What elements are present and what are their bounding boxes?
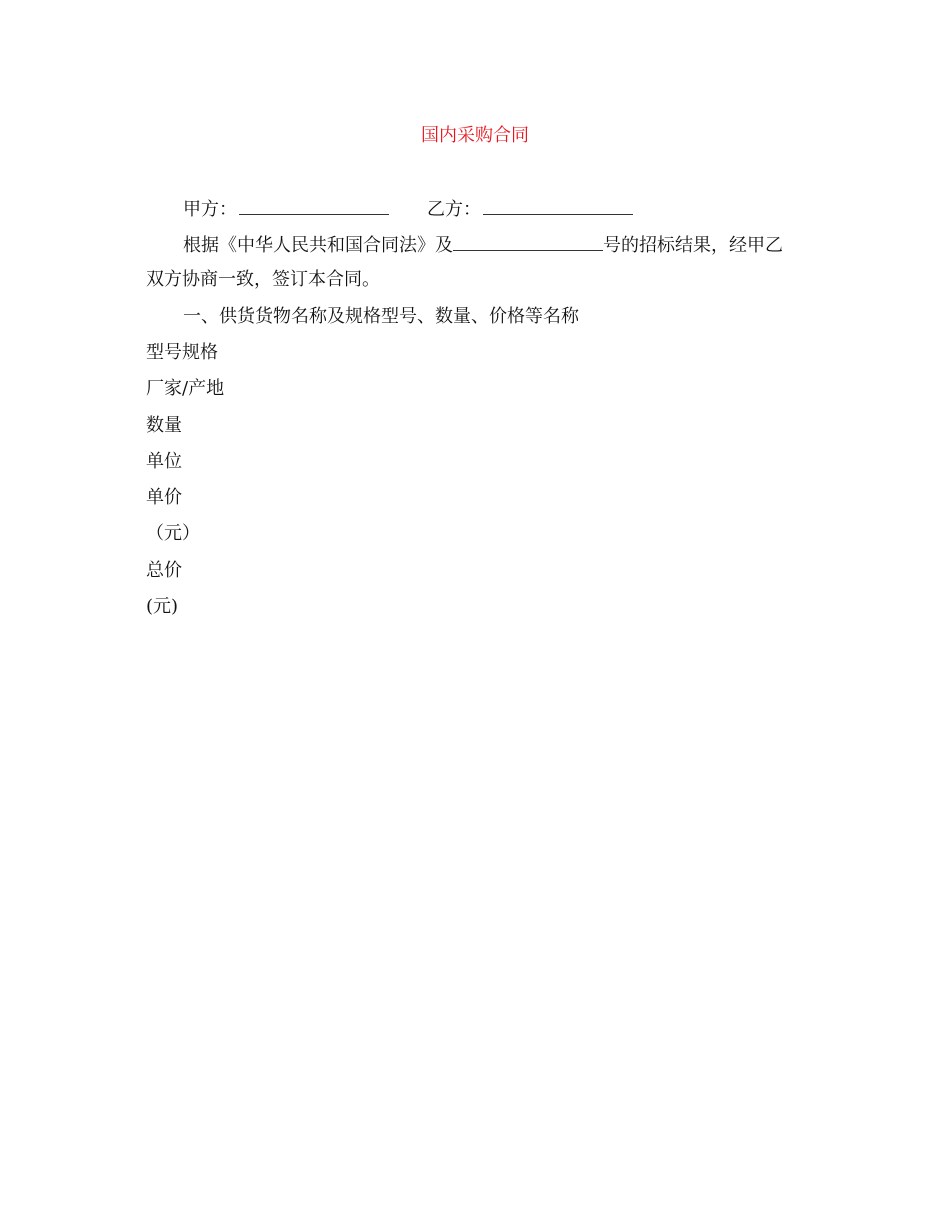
item-model-spec: 型号规格 bbox=[146, 342, 218, 363]
basis-line-1 bbox=[183, 232, 783, 258]
party-b-blank bbox=[483, 196, 633, 215]
tender-number-blank bbox=[453, 232, 603, 251]
basis-before-text: 根据《中华人民共和国合同法》及 bbox=[183, 235, 453, 256]
item-quantity: 数量 bbox=[146, 415, 182, 436]
item-manufacturer-origin: 厂家/产地 bbox=[146, 378, 225, 399]
item-unit-price: 单价 bbox=[146, 487, 182, 508]
item-total-price: 总价 bbox=[146, 560, 182, 581]
basis-after-text: 号的招标结果，经甲乙 bbox=[603, 235, 783, 256]
basis-line-2: 双方协商一致，签订本合同。 bbox=[146, 269, 380, 290]
parties-line bbox=[183, 196, 633, 222]
section-1-heading: 一、供货货物名称及规格型号、数量、价格等名称 bbox=[183, 306, 579, 327]
item-unit: 单位 bbox=[146, 451, 182, 472]
party-b-label: 乙方： bbox=[427, 199, 481, 220]
party-a-label: 甲方： bbox=[183, 199, 237, 220]
item-total-price-currency: (元) bbox=[146, 596, 179, 617]
item-unit-price-currency: （元） bbox=[146, 523, 200, 544]
document-title: 国内采购合同 bbox=[421, 125, 529, 146]
party-a-blank bbox=[239, 196, 389, 215]
